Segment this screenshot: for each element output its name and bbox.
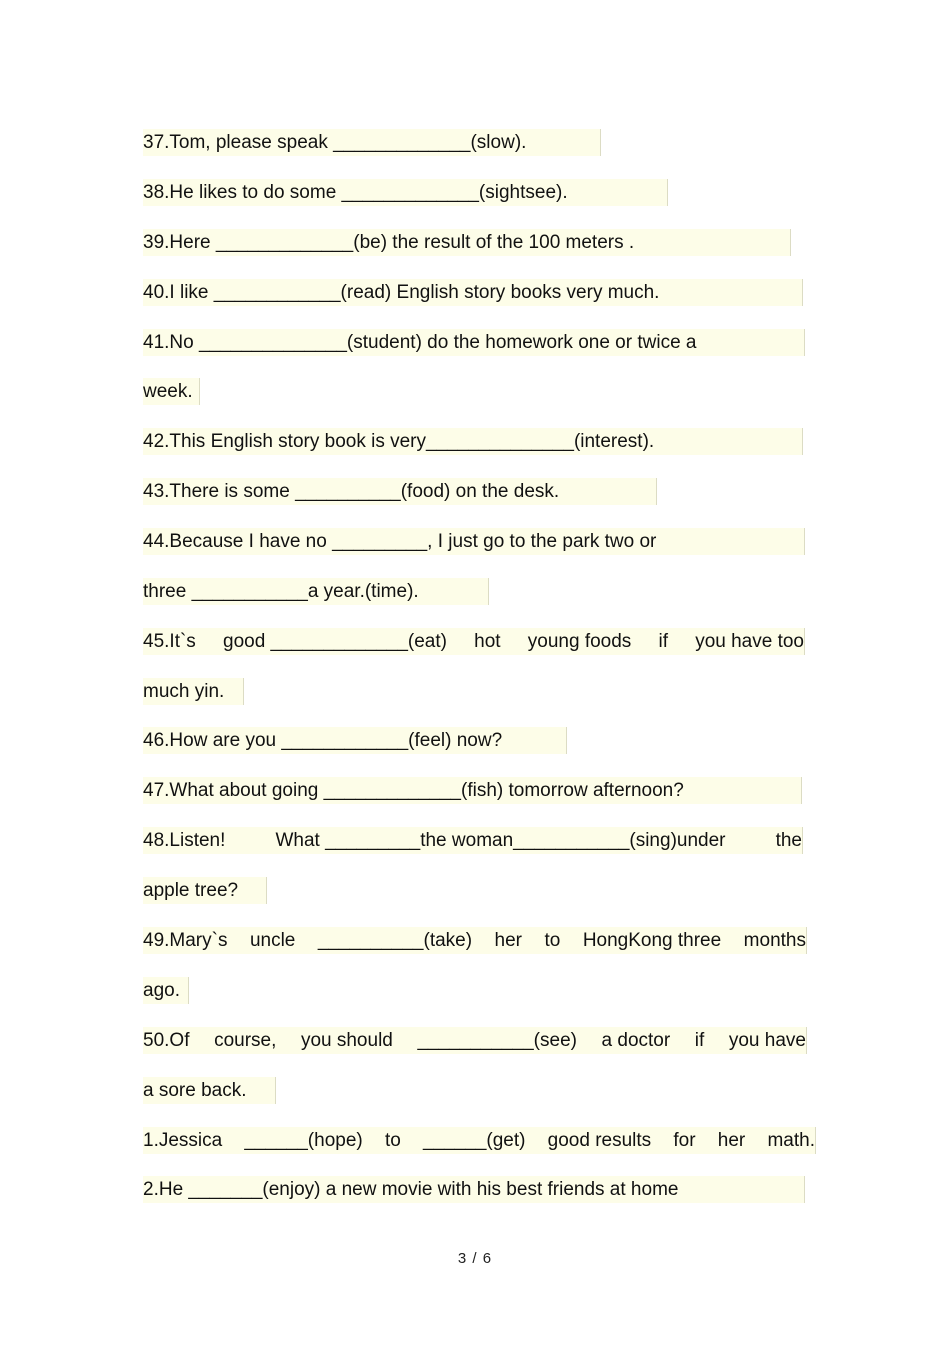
line-50-w4: ___________(see): [417, 1030, 577, 1051]
line-49-w1: 49.Mary`s: [143, 930, 228, 951]
line-1-w5: good results: [547, 1130, 652, 1151]
exercise-line-47: 47.What about going _____________(fish) tomorrow afternoon?: [143, 777, 802, 804]
line-50-w3: you should: [300, 1030, 393, 1051]
line-1-w1: 1.Jessica: [143, 1130, 223, 1151]
exercise-line-49-cont: ago.: [143, 977, 189, 1004]
line-49-w2: uncle: [249, 930, 296, 951]
line-1-w4: ______(get): [423, 1130, 526, 1151]
line-49-w6: HongKong three: [582, 930, 722, 951]
exercise-line-50-cont: a sore back.: [143, 1077, 276, 1104]
exercise-line-2: 2.He _______(enjoy) a new movie with his best friends at home: [143, 1176, 805, 1203]
line-49-w7: months: [743, 930, 806, 951]
exercise-line-44-cont: three ___________a year.(time).: [143, 578, 489, 605]
line-45-w1: 45.It`s: [143, 631, 196, 652]
line-50-w2: course,: [214, 1030, 277, 1051]
exercise-line-45: [143, 628, 805, 655]
exercise-line-50: [143, 1027, 807, 1054]
line-49-w3: __________(take): [317, 930, 473, 951]
line-49-w4: her: [494, 930, 523, 951]
exercise-line-48-cont: apple tree?: [143, 877, 267, 904]
line-48-w2: What _________the woman___________(sing)under: [275, 830, 726, 851]
exercise-line-1: [143, 1127, 816, 1154]
line-45-w5: if: [658, 631, 668, 652]
exercise-line-38: 38.He likes to do some _____________(sightsee).: [143, 179, 668, 206]
exercise-line-42: 42.This English story book is very______________(interest).: [143, 428, 803, 455]
line-50-w5: a doctor: [601, 1030, 671, 1051]
line-48-w1: 48.Listen!: [143, 830, 226, 851]
exercise-line-39: 39.Here _____________(be) the result of the 100 meters .: [143, 229, 791, 256]
exercise-line-49: [143, 927, 807, 954]
page-number: 3 / 6: [457, 1250, 493, 1267]
line-49-w5: to: [544, 930, 561, 951]
exercise-line-43: 43.There is some __________(food) on the desk.: [143, 478, 657, 505]
exercise-line-40: 40.I like ____________(read) English story books very much.: [143, 279, 803, 306]
line-48-w3: the: [775, 830, 802, 851]
line-1-w8: math.: [767, 1130, 815, 1151]
line-45-w3: hot: [474, 631, 501, 652]
line-45-w2: good _____________(eat): [223, 631, 447, 652]
line-1-w2: ______(hope): [244, 1130, 363, 1151]
line-50-w7: you have: [728, 1030, 806, 1051]
exercise-line-46: 46.How are you ____________(feel) now?: [143, 727, 567, 754]
line-45-w4: young foods: [527, 631, 632, 652]
line-45-w6: you have too: [695, 631, 804, 652]
line-50-w6: if: [694, 1030, 705, 1051]
line-1-w7: her: [717, 1130, 746, 1151]
exercise-line-44: 44.Because I have no _________, I just go to the park two or: [143, 528, 805, 555]
exercise-line-41-cont: week.: [143, 378, 200, 405]
line-50-w1: 50.Of: [143, 1030, 190, 1051]
exercise-line-45-cont: much yin.: [143, 678, 244, 705]
line-1-w6: for: [673, 1130, 696, 1151]
line-1-w3: to: [384, 1130, 401, 1151]
exercise-line-48: [143, 827, 803, 854]
exercise-line-41: 41.No ______________(student) do the homework one or twice a: [143, 329, 805, 356]
exercise-line-37: 37.Tom, please speak _____________(slow).: [143, 129, 601, 156]
